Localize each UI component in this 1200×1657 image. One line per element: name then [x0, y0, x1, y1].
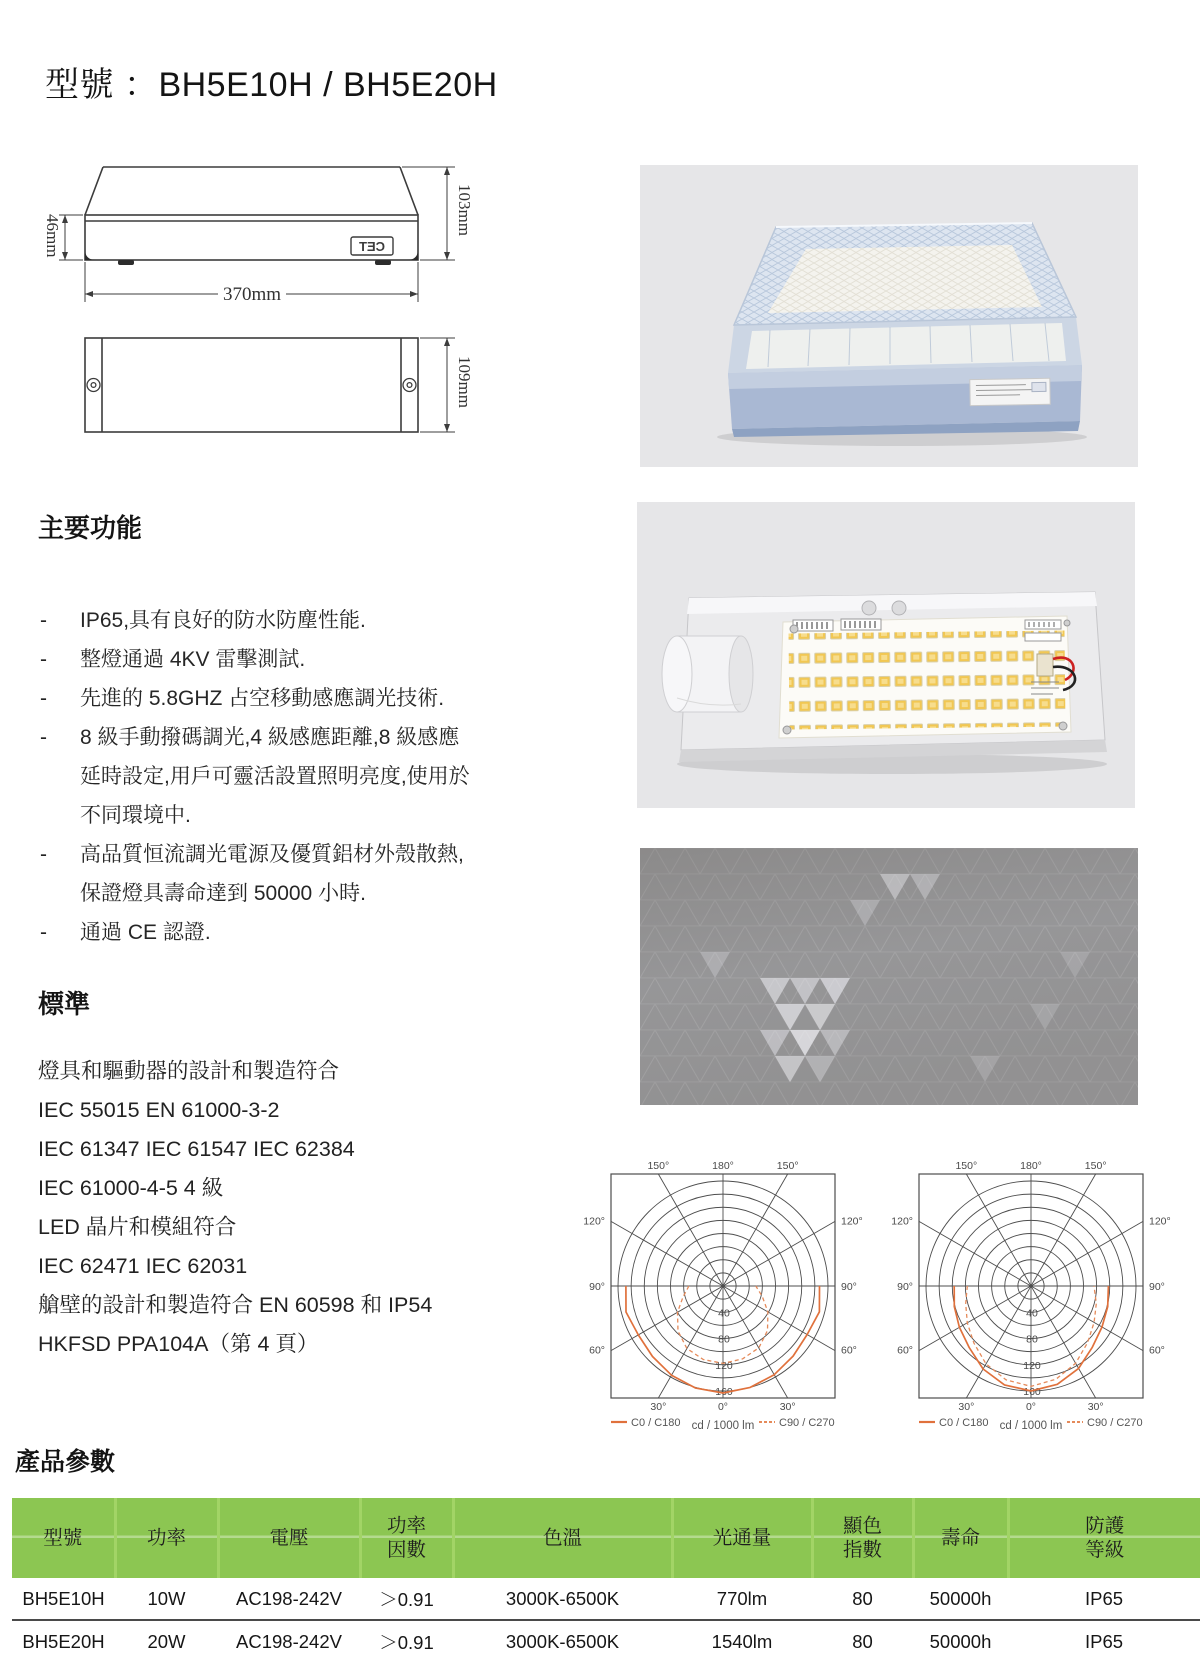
svg-text:80: 80 — [1026, 1333, 1038, 1346]
table-cell: 50000h — [913, 1578, 1008, 1620]
svg-text:C0 / C180: C0 / C180 — [939, 1417, 989, 1429]
table-row — [12, 1620, 1200, 1657]
table-cell: AC198-242V — [218, 1620, 360, 1657]
table-cell: IP65 — [1008, 1620, 1200, 1657]
cet-logo — [351, 237, 393, 255]
motion-sensor — [662, 636, 753, 712]
bullet-dash: - — [40, 921, 47, 944]
table-cell: 50000h — [913, 1620, 1008, 1657]
features-heading: 主要功能 — [38, 513, 143, 543]
svg-text:60°: 60° — [841, 1344, 857, 1357]
svg-text:90°: 90° — [1149, 1281, 1165, 1293]
table-cell: 3000K-6500K — [453, 1578, 672, 1620]
svg-text:30°: 30° — [958, 1401, 975, 1413]
table-cell: BH5E10H — [12, 1578, 115, 1620]
dim-103-lines — [402, 167, 455, 260]
table-cell: 3000K-6500K — [453, 1620, 672, 1657]
column-header: 型號 — [12, 1498, 115, 1578]
svg-text:60°: 60° — [897, 1344, 913, 1357]
product-photo-led-module — [637, 502, 1135, 808]
svg-text:120: 120 — [715, 1359, 733, 1372]
feature-item — [40, 640, 545, 679]
svg-text:180°: 180° — [712, 1160, 734, 1172]
feature-text: IP65,具有良好的防水防塵性能. — [80, 609, 366, 632]
svg-text:150°: 150° — [776, 1160, 799, 1172]
svg-text:90°: 90° — [897, 1281, 913, 1293]
table-cell: IP65 — [1008, 1578, 1200, 1620]
table-cell: BH5E20H — [12, 1620, 115, 1657]
texture-illustration — [640, 848, 1138, 1105]
standard-line: IEC 61000-4-5 4 級 — [38, 1176, 224, 1200]
svg-text:120°: 120° — [1149, 1215, 1171, 1228]
table-cell: 1540lm — [672, 1620, 812, 1657]
svg-text:30°: 30° — [779, 1401, 796, 1413]
svg-text:160: 160 — [1023, 1386, 1041, 1398]
column-header: 壽命 — [913, 1498, 1008, 1578]
product-photo-diffuser-texture — [640, 848, 1138, 1105]
table-cell: 10W — [115, 1578, 218, 1620]
svg-text:150°: 150° — [955, 1160, 978, 1172]
back-view-outline — [85, 338, 418, 432]
standard-line: LED 晶片和模組符合 — [38, 1215, 237, 1239]
svg-text:90°: 90° — [841, 1281, 857, 1293]
standards-heading: 標準 — [38, 989, 91, 1019]
standard-line: IEC 55015 EN 61000-3-2 — [38, 1098, 280, 1122]
svg-text:C0 / C180: C0 / C180 — [631, 1417, 681, 1429]
column-header: 顯色 指數 — [812, 1498, 913, 1578]
svg-text:cd / 1000 lm: cd / 1000 lm — [999, 1420, 1063, 1432]
product-label — [970, 378, 1050, 405]
svg-text:160: 160 — [715, 1386, 733, 1398]
feature-item — [40, 718, 545, 835]
standard-line: IEC 62471 IEC 62031 — [38, 1254, 248, 1278]
params-heading: 產品參數 — [15, 1448, 116, 1476]
standard-line: HKFSD PPA104A（第 4 頁） — [38, 1332, 319, 1356]
svg-text:120°: 120° — [583, 1215, 605, 1228]
svg-text:0°: 0° — [1025, 1401, 1037, 1413]
column-header: 功率 因數 — [360, 1498, 453, 1578]
bulkhead-illustration — [640, 165, 1138, 467]
svg-text:CET: CET — [359, 239, 385, 254]
column-header: 電壓 — [218, 1498, 360, 1578]
svg-text:cd / 1000 lm: cd / 1000 lm — [691, 1420, 755, 1432]
svg-text:120: 120 — [1023, 1359, 1041, 1372]
dim-label-109mm: 109mm — [455, 356, 474, 408]
feature-text: 先進的 5.8GHZ 占空移動感應調光技術. — [80, 687, 445, 710]
feature-item — [40, 835, 545, 913]
light-distribution-curve-right — [871, 1158, 1191, 1434]
svg-text:150°: 150° — [647, 1160, 670, 1172]
feature-item — [40, 601, 545, 640]
feature-text: 通過 CE 認證. — [80, 921, 211, 944]
dim-label-103mm: 103mm — [455, 184, 474, 236]
svg-text:30°: 30° — [1087, 1401, 1104, 1413]
standard-line: IEC 61347 IEC 61547 IEC 62384 — [38, 1137, 355, 1161]
table-cell: 770lm — [672, 1578, 812, 1620]
table-row — [12, 1578, 1200, 1620]
page-title: 型號 ：BH5E10H / BH5E20H — [45, 65, 498, 104]
bullet-dash: - — [40, 843, 47, 866]
feature-text: 高品質恒流調光電源及優質鋁材外殼散熱, 保證燈具壽命達到 50000 小時. — [80, 843, 464, 905]
svg-text:0°: 0° — [717, 1401, 729, 1413]
table-cell: ＞0.91 — [360, 1620, 453, 1657]
feature-text: 整燈通過 4KV 雷擊測試. — [80, 648, 306, 671]
dim-label-46mm: 46mm — [43, 214, 62, 258]
bullet-dash: - — [40, 726, 47, 749]
photometric-chart-right — [871, 1158, 1191, 1434]
svg-text:30°: 30° — [650, 1401, 667, 1413]
dim-label-370mm: 370mm — [222, 284, 282, 305]
feature-text: 8 級手動撥碼調光,4 級感應距離,8 級感應 延時設定,用戶可靈活設置照明亮度,使用於 不同環境中. — [80, 726, 470, 827]
svg-text:120°: 120° — [841, 1215, 863, 1228]
svg-text:180°: 180° — [1020, 1160, 1042, 1172]
standards-list — [38, 1052, 558, 1364]
table-cell: AC198-242V — [218, 1578, 360, 1620]
svg-text:80: 80 — [718, 1333, 730, 1346]
bullet-dash: - — [40, 609, 47, 632]
bullet-dash: - — [40, 687, 47, 710]
dimension-drawing — [15, 142, 475, 442]
svg-text:60°: 60° — [1149, 1344, 1165, 1357]
product-photo-bulkhead — [640, 165, 1138, 467]
features-list — [40, 601, 545, 952]
svg-text:C90 / C270: C90 / C270 — [779, 1417, 835, 1429]
bullet-dash: - — [40, 648, 47, 671]
svg-text:90°: 90° — [589, 1281, 605, 1293]
feature-item — [40, 679, 545, 718]
column-header: 功率 — [115, 1498, 218, 1578]
table-cell: 80 — [812, 1620, 913, 1657]
table-cell: ＞0.91 — [360, 1578, 453, 1620]
svg-text:60°: 60° — [589, 1344, 605, 1357]
svg-text:C90 / C270: C90 / C270 — [1087, 1417, 1143, 1429]
screw-holes — [87, 379, 416, 392]
column-header: 防護 等級 — [1008, 1498, 1200, 1578]
svg-text:40: 40 — [1026, 1307, 1038, 1320]
standard-line: 燈具和驅動器的設計和製造符合 — [38, 1059, 340, 1083]
table-cell: 80 — [812, 1578, 913, 1620]
led-module-illustration — [637, 502, 1135, 808]
photometric-chart-left — [563, 1158, 883, 1434]
svg-text:40: 40 — [718, 1307, 730, 1320]
feature-item — [40, 913, 545, 952]
params-table — [12, 1498, 1200, 1657]
table-cell: 20W — [115, 1620, 218, 1657]
standard-line: 艙壁的設計和製造符合 EN 60598 和 IP54 — [38, 1293, 433, 1317]
svg-text:150°: 150° — [1084, 1160, 1107, 1172]
light-distribution-curve-left — [563, 1158, 883, 1434]
column-header: 色溫 — [453, 1498, 672, 1578]
svg-text:120°: 120° — [891, 1215, 913, 1228]
column-header: 光通量 — [672, 1498, 812, 1578]
dim-109-lines — [420, 338, 455, 432]
